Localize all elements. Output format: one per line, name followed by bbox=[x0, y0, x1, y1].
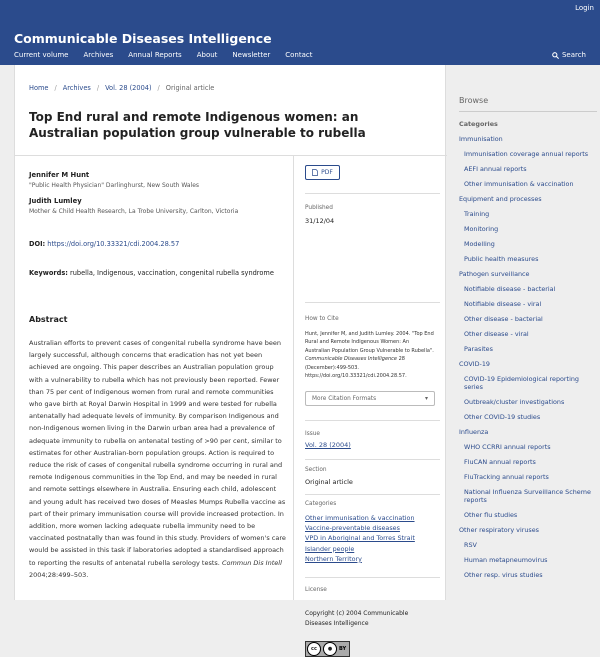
divider bbox=[305, 459, 440, 460]
search-icon bbox=[552, 52, 559, 59]
login-link[interactable]: Login bbox=[575, 4, 594, 12]
breadcrumb-separator: / bbox=[157, 84, 160, 92]
category-links bbox=[305, 513, 440, 564]
creative-commons-badge[interactable] bbox=[305, 641, 350, 657]
sidebar-item[interactable]: Notifiable disease - bacterial bbox=[464, 285, 556, 293]
section-value: Original article bbox=[305, 478, 353, 486]
sidebar-item[interactable]: Immunisation bbox=[459, 135, 503, 143]
citation-main: Hunt, Jennifer M, and Judith Lumley. 2004. "Top End Rural and Remote Indigenous Women: An Australian Population Group Vulnerable to Rubella". bbox=[305, 331, 434, 354]
divider bbox=[459, 111, 597, 112]
category-link[interactable]: VPD in Aboriginal and Torres Strait Islander people bbox=[305, 534, 415, 553]
breadcrumb-separator: / bbox=[54, 84, 57, 92]
nav-annual-reports[interactable]: Annual Reports bbox=[128, 51, 182, 59]
main-nav bbox=[14, 51, 328, 59]
license-label: License bbox=[305, 587, 327, 593]
author-1 bbox=[29, 171, 284, 189]
abstract-heading: Abstract bbox=[29, 315, 68, 324]
sidebar-item[interactable]: Equipment and processes bbox=[459, 195, 542, 203]
citation-text bbox=[305, 330, 435, 380]
author-2 bbox=[29, 197, 284, 215]
sidebar-item[interactable]: FluCAN annual reports bbox=[464, 458, 536, 466]
citation-details: 28 (December):499-503. https://doi.org/10.33321/cdi.2004.28.57. bbox=[305, 356, 407, 380]
sidebar-item[interactable]: COVID-19 bbox=[459, 360, 490, 368]
article-title: Top End rural and remote Indigenous women: an Australian population group vulnerable to rubella bbox=[29, 110, 366, 140]
divider bbox=[305, 420, 440, 421]
doi-label: DOI: bbox=[29, 240, 46, 248]
categories-heading: Categories bbox=[459, 120, 498, 128]
person-icon: ● bbox=[323, 642, 337, 656]
published-label: Published bbox=[305, 205, 333, 211]
abstract-citation-journal: Commun Dis Intell bbox=[221, 558, 282, 567]
author-affiliation: Mother & Child Health Research, La Trobe University, Carlton, Victoria bbox=[29, 208, 239, 215]
category-list bbox=[459, 135, 599, 586]
category-link[interactable]: Vaccine-preventable diseases bbox=[305, 524, 400, 533]
sidebar-item[interactable]: Influenza bbox=[459, 428, 489, 436]
sidebar-item[interactable]: Other immunisation & vaccination bbox=[464, 180, 574, 188]
pdf-button[interactable] bbox=[305, 165, 340, 180]
abstract bbox=[29, 337, 287, 581]
abstract-citation-details: 2004;28:499–503. bbox=[29, 570, 89, 579]
sidebar-item[interactable]: Other resp. virus studies bbox=[464, 571, 543, 579]
breadcrumb-current: Original article bbox=[165, 84, 215, 92]
categories-label: Categories bbox=[305, 501, 337, 507]
search-label: Search bbox=[561, 51, 586, 59]
nav-current-volume[interactable]: Current volume bbox=[14, 51, 69, 59]
sidebar-item[interactable]: Human metapneumovirus bbox=[464, 556, 548, 564]
breadcrumb-issue[interactable]: Vol. 28 (2004) bbox=[105, 84, 152, 92]
keywords-value: rubella, Indigenous, vaccination, congenital rubella syndrome bbox=[70, 269, 274, 277]
author-name: Jennifer M Hunt bbox=[29, 171, 90, 179]
column-divider bbox=[293, 155, 294, 600]
citation-formats-dropdown[interactable] bbox=[305, 391, 435, 406]
nav-about[interactable]: About bbox=[196, 51, 218, 59]
search-link[interactable] bbox=[552, 51, 586, 59]
issue-label: Issue bbox=[305, 431, 320, 437]
sidebar-item[interactable]: Other flu studies bbox=[464, 511, 518, 519]
nav-archives[interactable]: Archives bbox=[83, 51, 114, 59]
citation-formats-label: More Citation Formats bbox=[312, 395, 377, 402]
doi-link[interactable]: https://doi.org/10.33321/cdi.2004.28.57 bbox=[47, 240, 180, 248]
sidebar-item[interactable]: Monitoring bbox=[464, 225, 499, 233]
sidebar-item[interactable]: FluTracking annual reports bbox=[464, 473, 549, 481]
site-header bbox=[0, 0, 600, 65]
abstract-text: Australian efforts to prevent cases of congenital rubella syndrome have been largely successful, although concerns that eradication has not yet been achieved are ongoing. This paper describes an Australian population group with a vulnerability to rubella which has not previously been reported. Fewer than 75 per cent of Indigenous women from rural and remote communities who gave birth at Royal Darwin Hospital in 1999 and were tested for rubella antenatally had adequate levels of immunity. By comparison Indigenous and non-Indigenous women living in the Darwin urban area had a prevalence of adequate immunity to rubella on antenatal testing of >90 per cent, similar to estimates for other Australian-born population groups. Action is required to reduce the risk of cases of congenital rubella syndrome occurring in rural and remote Indigenous communities in the Top End, and may be needed in rural and remote settings elsewhere in Australia. Ensuring each child, adolescent and young adult has received two doses of Measles Mumps Rubella vaccine as part of their primary immunisation course will provide increased protection. In addition, more women lacking adequate rubella immunity need to be vaccinated postnatally than was found in this study. Providers of women's care would be assisted in this task if laboratories adopted a standardised approach to reporting the results of antenatal rubella serology tests. bbox=[29, 339, 286, 567]
sidebar bbox=[452, 65, 600, 600]
doi bbox=[29, 240, 179, 248]
sidebar-item[interactable]: Other disease - viral bbox=[464, 330, 529, 338]
citation-journal: Communicable Diseases Intelligence bbox=[305, 356, 398, 363]
chevron-down-icon: ▾ bbox=[424, 395, 428, 402]
pdf-label: PDF bbox=[321, 169, 333, 176]
license-text: Copyright (c) 2004 Communicable Diseases Intelligence bbox=[305, 610, 409, 627]
sidebar-item[interactable]: Immunisation coverage annual reports bbox=[464, 150, 589, 158]
published-date: 31/12/04 bbox=[305, 217, 335, 225]
sidebar-item[interactable]: Other disease - bacterial bbox=[464, 315, 543, 323]
breadcrumb bbox=[29, 84, 214, 92]
license-badge-text: BY bbox=[339, 646, 347, 652]
breadcrumb-home[interactable]: Home bbox=[29, 84, 49, 92]
sidebar-item[interactable]: Other respiratory viruses bbox=[459, 526, 539, 534]
sidebar-item[interactable]: Parasites bbox=[464, 345, 493, 353]
sidebar-item[interactable]: Pathogen surveillance bbox=[459, 270, 530, 278]
author-name: Judith Lumley bbox=[29, 197, 82, 205]
divider bbox=[305, 193, 440, 194]
keywords bbox=[29, 269, 284, 277]
breadcrumb-archives[interactable]: Archives bbox=[62, 84, 91, 92]
sidebar-item[interactable]: COVID-19 Epidemiological reporting series bbox=[464, 375, 579, 391]
category-link[interactable]: Northern Territory bbox=[305, 554, 362, 563]
how-to-cite-label: How to Cite bbox=[305, 316, 339, 322]
browse-heading: Browse bbox=[459, 96, 489, 105]
author-affiliation: "Public Health Physician" Darlinghurst, New South Wales bbox=[29, 182, 200, 189]
divider bbox=[305, 302, 440, 303]
sidebar-item[interactable]: Outbreak/cluster investigations bbox=[464, 398, 565, 406]
sidebar-item[interactable]: WHO CCRRI annual reports bbox=[464, 443, 551, 451]
sidebar-item[interactable]: RSV bbox=[464, 541, 477, 549]
sidebar-item[interactable]: Other COVID-19 studies bbox=[464, 413, 541, 421]
section-label: Section bbox=[305, 467, 327, 473]
sidebar-item[interactable]: Modelling bbox=[464, 240, 495, 248]
sidebar-item[interactable]: AEFI annual reports bbox=[464, 165, 527, 173]
sidebar-item[interactable]: Notifiable disease - viral bbox=[464, 300, 542, 308]
divider bbox=[15, 155, 447, 156]
nav-contact[interactable]: Contact bbox=[285, 51, 313, 59]
issue-link[interactable]: Vol. 28 (2004) bbox=[305, 441, 351, 449]
nav-newsletter[interactable]: Newsletter bbox=[232, 51, 271, 59]
sidebar-item[interactable]: Training bbox=[464, 210, 490, 218]
category-link[interactable]: Other immunisation & vaccination bbox=[305, 514, 415, 522]
sidebar-item[interactable]: National Influenza Surveillance Scheme reports bbox=[464, 488, 591, 504]
cc-icon: cc bbox=[307, 642, 321, 656]
divider bbox=[305, 577, 440, 578]
sidebar-item[interactable]: Public health measures bbox=[464, 255, 539, 263]
divider bbox=[305, 494, 440, 495]
keywords-label: Keywords: bbox=[29, 269, 68, 277]
breadcrumb-separator: / bbox=[96, 84, 100, 92]
site-title[interactable]: Communicable Diseases Intelligence bbox=[14, 31, 272, 46]
article-body bbox=[29, 171, 286, 579]
file-icon bbox=[312, 169, 318, 176]
article-main bbox=[14, 65, 446, 652]
